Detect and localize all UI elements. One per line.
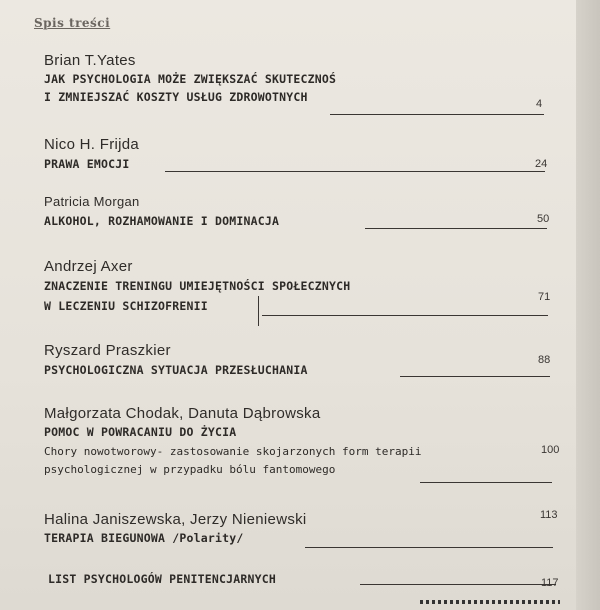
leader-line <box>165 171 545 172</box>
leader-line <box>305 547 553 548</box>
toc-entry-6[interactable] <box>44 405 422 476</box>
page-number: 117 <box>541 577 559 589</box>
toc-entry-8[interactable] <box>48 572 276 586</box>
page-number: 50 <box>537 213 550 225</box>
entry-title: TERAPIA BIEGUNOWA /Polarity/ <box>44 531 244 545</box>
entry-author: Halina Janiszewska, Jerzy Nieniewski <box>44 511 307 528</box>
entry-author: Ryszard Praszkier <box>44 342 171 359</box>
leader-line <box>330 114 544 115</box>
page-number: 113 <box>540 509 558 521</box>
toc-entry-5[interactable] <box>44 342 308 377</box>
entry-title: I ZMNIEJSZAĆ KOSZTY USŁUG ZDROWOTNYCH <box>44 90 308 104</box>
page-number: 100 <box>541 444 560 456</box>
leader-line <box>420 482 552 483</box>
entry-title: LIST PSYCHOLOGÓW PENITENCJARNYCH <box>48 572 276 586</box>
toc-entry-2[interactable] <box>44 136 139 171</box>
entry-author: Patricia Morgan <box>44 194 140 209</box>
toc-entry-7[interactable] <box>44 511 307 545</box>
entry-title: ALKOHOL, ROZHAMOWANIE I DOMINACJA <box>44 214 280 228</box>
entry-title: JAK PSYCHOLOGIA MOŻE ZWIĘKSZAĆ SKUTECZNOŚ <box>44 72 337 86</box>
page-edge <box>576 0 600 610</box>
entry-subtitle: Chory nowotworowy- zastosowanie skojarzonych form terapii <box>44 445 422 458</box>
section-label: Spis treści <box>34 16 111 30</box>
entry-author: Nico H. Frijda <box>44 136 140 153</box>
bottom-dotted-rule <box>420 600 560 604</box>
entry-title: ZNACZENIE TRENINGU UMIEJĘTNOŚCI SPOŁECZNYCH <box>44 279 351 293</box>
toc-entry-4[interactable] <box>44 258 350 313</box>
entry-title: PSYCHOLOGICZNA SYTUACJA PRZESŁUCHANIA <box>44 363 308 377</box>
entry-author: Brian T.Yates <box>44 52 136 69</box>
entry-title: POMOC W POWRACANIU DO ŻYCIA <box>44 425 237 439</box>
toc-entry-1[interactable] <box>44 52 336 104</box>
entry-subtitle: psychologicznej w przypadku bólu fantomowego <box>44 463 336 476</box>
toc-entry-3[interactable] <box>44 194 279 228</box>
leader-line <box>400 376 550 377</box>
leader-line <box>365 228 547 229</box>
page-number: 4 <box>536 98 543 110</box>
page-number: 24 <box>535 158 548 170</box>
leader-line <box>262 315 548 316</box>
margin-mark <box>258 296 259 326</box>
entry-author: Andrzej Axer <box>44 258 133 275</box>
entry-title: PRAWA EMOCJI <box>44 157 130 171</box>
page-number: 88 <box>538 354 551 366</box>
leader-line <box>360 584 556 585</box>
entry-title: W LECZENIU SCHIZOFRENII <box>44 299 208 313</box>
entry-author: Małgorzata Chodak, Danuta Dąbrowska <box>44 405 321 422</box>
page-number: 71 <box>538 291 551 303</box>
